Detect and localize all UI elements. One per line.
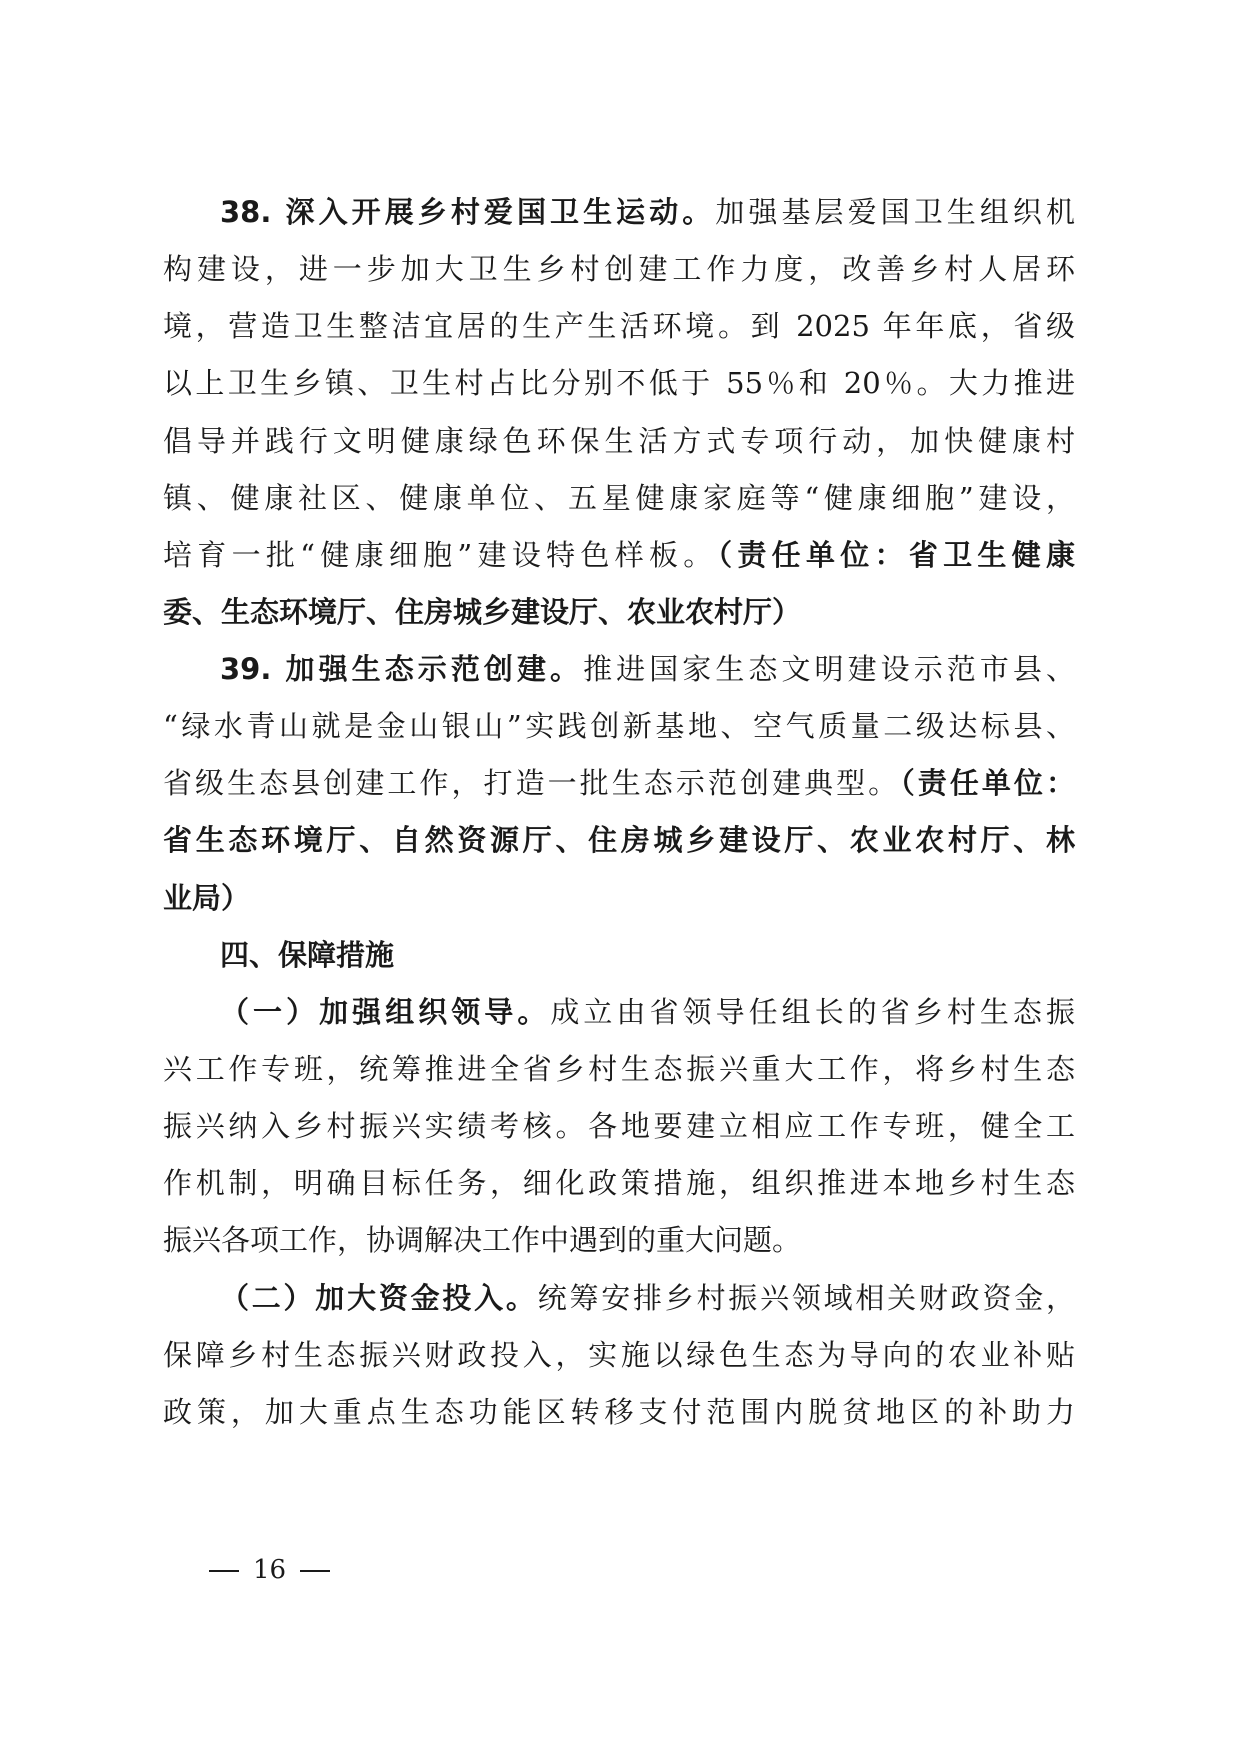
section-2-line-1 [220, 1266, 1075, 1330]
paragraph-38-line-1 [220, 180, 1075, 244]
paragraph-38-line-3: 境，营造卫生整洁宜居的生产生活环境。到 2025 年年底，省级 [163, 309, 1075, 343]
section-1-title: （一）加强组织领导。 [220, 995, 551, 1029]
section-2-text: 统筹安排乡村振兴领域相关财政资金， [537, 1281, 1075, 1315]
paragraph-39-text-end: 省级生态县创建工作，打造一批生态示范创建典型。 [163, 766, 901, 800]
paragraph-39-responsibility: （责任单位： [900, 766, 1075, 800]
page-footer [195, 1550, 344, 1590]
section-2-title: （二）加大资金投入。 [220, 1281, 538, 1315]
paragraph-38-title: 38. 深入开展乡村爱国卫生运动。 [220, 195, 716, 229]
section-2-line-3: 政策，加大重点生态功能区转移支付范围内脱贫地区的补助力 [163, 1395, 1075, 1429]
section-2-line-2: 保障乡村生态振兴财政投入，实施以绿色生态为导向的农业补贴 [163, 1338, 1075, 1372]
paragraph-38-responsibility: （责任单位：省卫生健康 [717, 538, 1075, 572]
section-1-text: 成立由省领导任组长的省乡村生态振 [550, 995, 1075, 1029]
paragraph-39-line-1 [220, 637, 1075, 701]
paragraph-39-title: 39. 加强生态示范创建。 [220, 652, 584, 686]
paragraph-38-line-5: 倡导并践行文明健康绿色环保生活方式专项行动，加快健康村 [163, 424, 1075, 458]
paragraph-38-responsibility-cont: 委、生态环境厅、住房城乡建设厅、农业农村厅） [163, 595, 802, 629]
page-number: 16 [253, 1555, 287, 1585]
paragraph-38-line-4: 以上卫生乡镇、卫生村占比分别不低于 55％和 20％。大力推进 [163, 366, 1075, 400]
paragraph-39-line-3 [163, 751, 1075, 815]
paragraph-38-line-7 [163, 523, 1075, 587]
paragraph-38-text-end: 培育一批“健康细胞”建设特色样板。 [163, 538, 718, 572]
paragraph-38-line-2: 构建设，进一步加大卫生乡村创建工作力度，改善乡村人居环 [163, 252, 1075, 286]
paragraph-38-line-6: 镇、健康社区、健康单位、五星健康家庭等“健康细胞”建设， [163, 481, 1075, 515]
footer-dash-left [209, 1570, 239, 1572]
paragraph-38-text: 加强基层爱国卫生组织机 [715, 195, 1075, 229]
section-1-line-3: 振兴纳入乡村振兴实绩考核。各地要建立相应工作专班，健全工 [163, 1109, 1075, 1143]
paragraph-39-line-2: “绿水青山就是金山银山”实践创新基地、空气质量二级达标县、 [163, 709, 1075, 743]
section-1-line-2: 兴工作专班，统筹推进全省乡村生态振兴重大工作，将乡村生态 [163, 1052, 1075, 1086]
footer-dash-right [300, 1570, 330, 1572]
section-1-line-1 [220, 980, 1075, 1044]
section-heading: 四、保障措施 [220, 938, 395, 972]
paragraph-39-responsibility-cont: 省生态环境厅、自然资源厅、住房城乡建设厅、农业农村厅、林 [163, 823, 1075, 857]
paragraph-39-responsibility-end: 业局） [163, 881, 251, 915]
section-1-line-5: 振兴各项工作，协调解决工作中遇到的重大问题。 [163, 1223, 802, 1257]
section-1-line-4: 作机制，明确目标任务，细化政策措施，组织推进本地乡村生态 [163, 1166, 1075, 1200]
paragraph-39-text: 推进国家生态文明建设示范市县、 [583, 652, 1075, 686]
